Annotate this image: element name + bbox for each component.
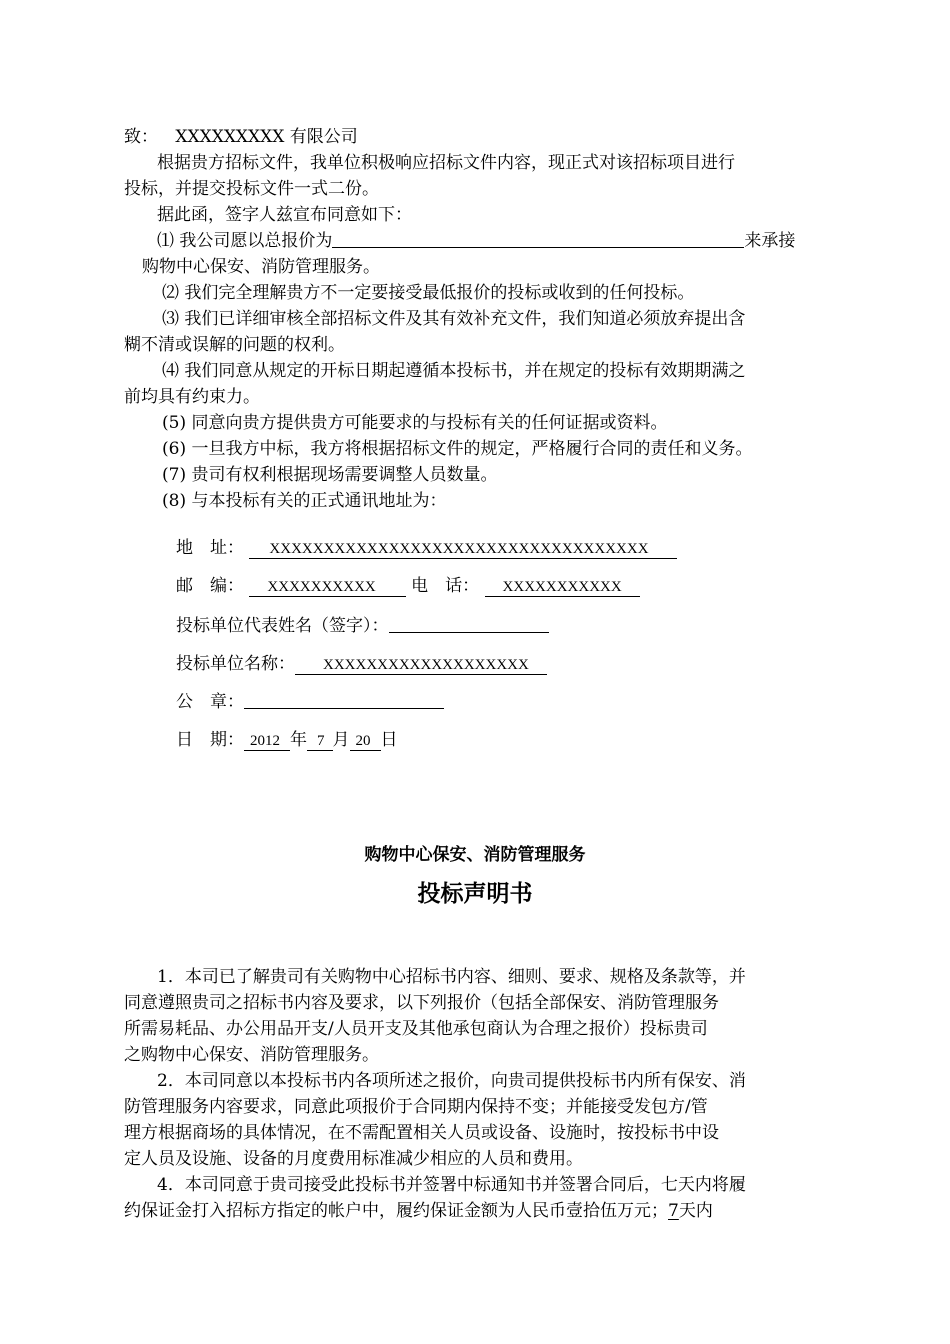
- address-label: 地 址：: [176, 538, 244, 558]
- statement-p4-days: 7: [668, 1201, 679, 1221]
- representative-row: [176, 613, 549, 639]
- statement-p4-line2: [124, 1198, 713, 1224]
- month-unit: 月: [332, 730, 350, 750]
- seal-blank: [244, 690, 444, 709]
- postcode-label: 邮 编：: [176, 576, 244, 596]
- item-8: (8) 与本投标有关的正式通讯地址为：: [162, 491, 447, 511]
- declaration-line: 据此函，签字人兹宣布同意如下：: [157, 205, 412, 225]
- recipient-label: 致：: [124, 127, 158, 147]
- phone-label: 电 话：: [411, 576, 480, 596]
- seal-row: [176, 689, 444, 715]
- address-value: XXXXXXXXXXXXXXXXXXXXXXXXXXXXXXXXXXX: [249, 540, 676, 559]
- statement-p2-line3: 理方根据商场的具体情况，在不需配置相关人员或设备、设施时，按投标书中设: [124, 1123, 719, 1143]
- statement-p1-line2: 同意遵照贵司之招标书内容及要求，以下列报价（包括全部保安、消防管理服务: [124, 993, 719, 1013]
- item-3: ⑶ 我们已详细审核全部招标文件及其有效补充文件，我们知道必须放弃提出含: [162, 309, 746, 329]
- postcode-value: XXXXXXXXXX: [249, 578, 405, 597]
- item-4-continued: 前均具有约束力。: [124, 387, 260, 407]
- company-label: 投标单位名称：: [176, 654, 295, 674]
- date-year: 2012: [244, 732, 290, 751]
- postcode-phone-row: [176, 573, 640, 599]
- date-month: 7: [307, 732, 333, 751]
- total-price-blank: [332, 229, 744, 248]
- company-row: [176, 651, 547, 677]
- recipient-line: [124, 124, 358, 150]
- statement-p1-line4: 之购物中心保安、消防管理服务。: [124, 1045, 379, 1065]
- date-row: [176, 727, 398, 753]
- statement-p1-line1: 1．本司已了解贵司有关购物中心招标书内容、细则、要求、规格及条款等，并: [157, 967, 746, 987]
- address-row: [176, 535, 677, 561]
- date-label: 日 期：: [176, 730, 244, 750]
- statement-p2-line2: 防管理服务内容要求，同意此项报价于合同期内保持不变；并能接受发包方/管: [124, 1097, 708, 1117]
- representative-label: 投标单位代表姓名（签字）：: [176, 616, 389, 636]
- item-4: ⑷ 我们同意从规定的开标日期起遵循本投标书，并在规定的投标有效期期满之: [162, 361, 746, 381]
- statement-p4-line2-text: 约保证金打入招标方指定的帐户中，履约保证金额为人民币壹拾伍万元；: [124, 1201, 668, 1221]
- item-7: (7) 贵司有权利根据现场需要调整人员数量。: [162, 465, 498, 485]
- item-3-continued: 糊不清或误解的问题的权利。: [124, 335, 345, 355]
- intro-line-2: 投标，并提交投标文件一式二份。: [124, 179, 379, 199]
- statement-p1-line3: 所需易耗品、办公用品开支/人员开支及其他承包商认为合理之报价）投标贵司: [124, 1019, 708, 1039]
- statement-subtitle: 购物中心保安、消防管理服务: [364, 845, 586, 865]
- item-5: (5) 同意向贵方提供贵方可能要求的与投标有关的任何证据或资料。: [162, 413, 668, 433]
- date-day: 20: [350, 732, 381, 751]
- phone-value: XXXXXXXXXXX: [485, 578, 640, 597]
- statement-p2-line1: 2．本司同意以本投标书内各项所述之报价，向贵司提供投标书内所有保安、消: [157, 1071, 746, 1091]
- item-1-continued: 购物中心保安、消防管理服务。: [142, 257, 380, 277]
- item-1-text: ⑴ 我公司愿以总报价为: [157, 231, 333, 251]
- statement-p4-line1: 4．本司同意于贵司接受此投标书并签署中标通知书并签署合同后，七天内将履: [157, 1175, 746, 1195]
- company-value: XXXXXXXXXXXXXXXXXXX: [295, 656, 547, 675]
- statement-p2-line4: 定人员及设施、设备的月度费用标准减少相应的人员和费用。: [124, 1149, 583, 1169]
- item-1: [157, 228, 795, 254]
- item-1-suffix: 来承接: [744, 231, 796, 251]
- year-unit: 年: [290, 730, 307, 750]
- item-2: ⑵ 我们完全理解贵方不一定要接受最低报价的投标或收到的任何投标。: [162, 283, 695, 303]
- day-unit: 日: [380, 730, 398, 750]
- statement-title: 投标声明书: [417, 881, 533, 907]
- recipient-company: XXXXXXXXX 有限公司: [175, 127, 358, 147]
- item-6: (6) 一旦我方中标，我方将根据招标文件的规定，严格履行合同的责任和义务。: [162, 439, 753, 459]
- signature-blank: [389, 614, 549, 633]
- statement-p4-line2-end: 天内: [678, 1201, 713, 1221]
- seal-label: 公 章：: [176, 692, 244, 712]
- intro-line-1: 根据贵方招标文件，我单位积极响应招标文件内容，现正式对该招标项目进行: [157, 153, 735, 173]
